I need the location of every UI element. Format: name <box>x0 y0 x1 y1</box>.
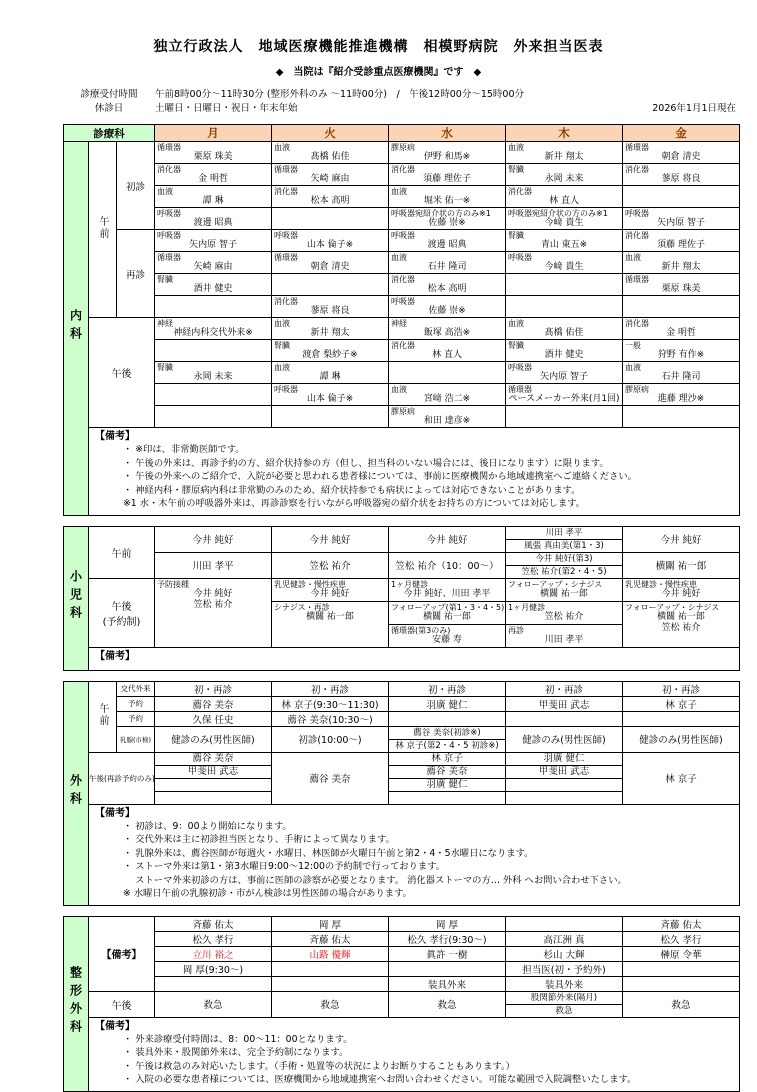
as-of-date: 2026年1月1日現在 <box>652 103 736 114</box>
schedule-cell: 健診のみ(男性医師) <box>623 726 740 752</box>
table-row <box>64 991 740 1017</box>
table-row <box>64 274 740 296</box>
table-row <box>64 296 740 318</box>
schedule-cell: 呼吸器 矢内原 智子 <box>506 362 623 384</box>
schedule-cell: 消化器 林 直人 <box>506 186 623 208</box>
schedule-cell: 初・再診 <box>389 681 506 696</box>
schedule-cell: 救急 <box>155 991 272 1017</box>
schedule-cell: 再診 川田 孝平 <box>506 624 623 647</box>
dept-name-naika: 内科 <box>64 142 89 516</box>
dept-header: 診療科 <box>64 125 155 142</box>
table-row <box>64 711 740 726</box>
schedule-cell <box>155 142 272 164</box>
sub-label: 予約 <box>117 711 155 726</box>
table-row <box>64 552 740 578</box>
remarks-label: 【備考】 <box>95 650 135 662</box>
schedule-cell: 呼吸器宛紹介状の方のみ※1 今﨑 貴生 <box>506 208 623 230</box>
schedule-cell: 消化器 蓼原 将良 <box>623 164 740 186</box>
schedule-cell: 初診(10:00～) <box>272 726 389 752</box>
schedule-cell: 血液 譚 琳 <box>155 186 272 208</box>
schedule-cell: 神経 神経内科交代外来※ <box>155 318 272 340</box>
schedule-cell: 循環器 栗原 珠美 <box>623 274 740 296</box>
schedule-cell: 消化器 金 明哲 <box>155 164 272 186</box>
am-label: 午前 <box>89 526 155 578</box>
schedule-cell: 立川 裕之 <box>155 946 272 961</box>
sub-label: 予約 <box>117 696 155 711</box>
schedule-cell <box>623 976 740 991</box>
table-row <box>64 681 740 696</box>
schedule-cell: 股関節外来(隔月) 救急 <box>506 991 623 1017</box>
schedule-cell: 甲斐田 武志 <box>506 696 623 711</box>
schedule-cell: 呼吸器 今﨑 貴生 <box>506 252 623 274</box>
shonika-schedule-table <box>63 526 740 671</box>
schedule-cell: 循環器 矢崎 麻由 <box>272 164 389 186</box>
table-row <box>64 526 740 552</box>
schedule-cell: 今井 純好 <box>623 526 740 552</box>
schedule-cell <box>506 406 623 428</box>
schedule-cell <box>272 208 389 230</box>
reception-hours-row <box>63 88 740 102</box>
block-label: 【備考】 <box>89 916 155 991</box>
geka-remarks: 【備考】 ・ 初診は、9：00より開始になります。 ・ 交代外来は主に初診担当医となり、手術によって異なります。 ・ 乳腺外来は、薦谷医師が毎週火・水曜日、林医師が火曜日午前と第2・4・5水曜日になります。 ・ ストーマ外来は第1・第3水曜日9:00～12:00の予約制で行っております。 ストーマ外来初診の方は、事前に医師の診察が必要となります。 消化器ストーマの方… 外科 へお問い合わせ下さい。 ※ 水曜日午前の乳腺初診・市がん検診は男性医師の場合があります。 <box>89 804 740 905</box>
revisit-label: 再診 <box>117 230 155 318</box>
schedule-cell: 笠松 祐介 <box>272 552 389 578</box>
schedule-cell <box>623 296 740 318</box>
schedule-cell: 今井 純好 <box>272 526 389 552</box>
reception-info <box>63 88 740 116</box>
table-row <box>64 578 740 601</box>
pm-label: 午後(再診予約のみ) <box>89 752 155 804</box>
schedule-cell <box>623 186 740 208</box>
first-visit-label: 初診 <box>117 142 155 230</box>
schedule-cell: 今井 純好(第3) 笠松 祐介(第2・4・5) <box>506 552 623 578</box>
schedule-cell: 初・再診 <box>272 681 389 696</box>
schedule-cell: 腎臓 渡倉 梨紗子※ <box>272 340 389 362</box>
table-row <box>64 252 740 274</box>
schedule-cell: 呼吸器 山本 倫子※ <box>272 384 389 406</box>
table-row <box>64 142 740 164</box>
schedule-cell: 岡 厚 <box>272 916 389 931</box>
remarks-row <box>64 647 740 670</box>
table-row <box>64 340 740 362</box>
schedule-cell: 眞許 一樹 <box>389 946 506 961</box>
schedule-cell: 健診のみ(男性医師) <box>155 726 272 752</box>
schedule-cell: 循環器 朝倉 清史 <box>272 252 389 274</box>
seikei-schedule-table <box>63 916 740 1092</box>
schedule-cell <box>389 711 506 726</box>
schedule-cell: フォローアップ(第1・3・4・5) 横關 祐一郎 <box>389 601 506 624</box>
schedule-cell <box>272 961 389 976</box>
schedule-cell: 一般 狩野 有作※ <box>623 340 740 362</box>
schedule-cell: 装具外来 <box>506 976 623 991</box>
pm-label: 午後 (予約制) <box>89 578 155 647</box>
schedule-cell: 膠原病 伊野 和馬※ <box>389 142 506 164</box>
schedule-cell: 今井 純好 <box>389 526 506 552</box>
schedule-cell <box>155 406 272 428</box>
schedule-cell: 救急 <box>623 991 740 1017</box>
dept-name-geka: 外科 <box>64 681 89 905</box>
schedule-cell: 救急 <box>272 991 389 1017</box>
schedule-cell: 松久 孝行 <box>155 931 272 946</box>
day-header-wed: 水 <box>389 125 506 142</box>
schedule-cell: 1ヶ月健診 笠松 祐介 <box>506 601 623 624</box>
schedule-cell: 消化器 林 直人 <box>389 340 506 362</box>
schedule-cell: 1ヶ月健診 今井 純好、川田 孝平 <box>389 578 506 601</box>
schedule-cell: 血液 宮﨑 浩二※ <box>389 384 506 406</box>
schedule-cell: 腎臓 青山 東五※ <box>506 230 623 252</box>
document-title: 独立行政法人 地域医療機能推進機構 相模野病院 外来担当医表 <box>153 39 604 55</box>
schedule-cell: 今井 純好 <box>155 526 272 552</box>
schedule-cell <box>389 362 506 384</box>
table-row <box>64 931 740 946</box>
schedule-cell <box>155 976 272 991</box>
schedule-cell: 林 京子(9:30～11:30) <box>272 696 389 711</box>
schedule-cell: 消化器 須藤 理佐子 <box>623 230 740 252</box>
table-row <box>64 752 740 804</box>
geka-schedule-table <box>63 681 740 906</box>
schedule-cell: 松久 孝行 <box>623 931 740 946</box>
schedule-cell <box>155 296 272 318</box>
schedule-cell: 膠原病 和田 達彦※ <box>389 406 506 428</box>
schedule-cell: 神経 飯塚 高浩※ <box>389 318 506 340</box>
schedule-cell: 血液 譚 琳 <box>272 362 389 384</box>
schedule-cell: 高江洲 真 <box>506 931 623 946</box>
document-subtitle: ◆ 当院は『紹介受診重点医療機関』です ◆ <box>275 67 482 78</box>
day-header-tue: 火 <box>272 125 389 142</box>
schedule-cell: 循環器 矢崎 麻由 <box>155 252 272 274</box>
schedule-cell: 久保 任史 <box>155 711 272 726</box>
schedule-cell: 呼吸器 渡邊 昭典 <box>155 208 272 230</box>
schedule-cell: 斉藤 佑太 <box>155 916 272 931</box>
schedule-cell: 羽廣 健仁 <box>389 696 506 711</box>
table-row <box>64 230 740 252</box>
schedule-cell: 山路 優輝 <box>272 946 389 961</box>
dept-name-shonika: 小児科 <box>64 526 89 670</box>
schedule-cell: 初・再診 <box>506 681 623 696</box>
schedule-cell: 血液 新井 翔太 <box>272 318 389 340</box>
schedule-cell: 腎臓 酒井 健史 <box>155 274 272 296</box>
schedule-cell: 岡 厚 <box>389 916 506 931</box>
schedule-cell: 斉藤 佑太 <box>623 916 740 931</box>
remarks-label: 【備考】 <box>95 431 135 442</box>
table-row <box>64 164 740 186</box>
naika-remarks: 【備考】 ・ ※印は、非常勤医師です。 ・ 午後の外来は、再診予約の方、紹介状持参の方（但し、担当科のいない場合には、後日になります）に限ります。 ・ 午後の外来へのご紹介で、入院が必要と思われる患者様については、事前に医療機関から地域連携室へご連絡ください。 ・ 神経内科・膠原病内科は非常勤のみのため、紹介状持参でも病状によっては対応できないことがあります。 ※1 水・木午前の呼吸器外来は、再診診察を行いながら呼吸器宛の紹介状をお持ちの方については対応します。 <box>89 428 740 516</box>
schedule-cell: 消化器 須藤 理佐子 <box>389 164 506 186</box>
schedule-cell: 岡 厚(9:30～) <box>155 961 272 976</box>
schedule-cell: 林 京子 薦谷 美奈 羽廣 健仁 <box>389 752 506 804</box>
schedule-cell: 薦谷 美奈(初診※) 林 京子(第2・4・5 初診※) <box>389 726 506 752</box>
schedule-cell: 消化器 松本 高明 <box>389 274 506 296</box>
schedule-cell: 循環器 ペースメーカー外来(月1回) <box>506 384 623 406</box>
schedule-cell: 初・再診 <box>623 681 740 696</box>
am-label: 午前 <box>89 681 117 752</box>
schedule-cell <box>272 406 389 428</box>
schedule-cell: 血液 新井 翔太 <box>506 142 623 164</box>
doctor-name: 栗原 珠美 <box>193 152 233 162</box>
schedule-cell: 消化器 金 明哲 <box>623 318 740 340</box>
reception-label: 診療受付時間 <box>80 89 138 100</box>
dept-name-seikei: 整形外科 <box>64 916 89 1091</box>
schedule-cell: 装具外来 <box>389 976 506 991</box>
table-row <box>64 946 740 961</box>
naika-schedule-table <box>63 124 740 516</box>
schedule-cell <box>506 274 623 296</box>
schedule-cell: 乳児健診・慢性疾患 今井 純好 <box>272 578 389 601</box>
schedule-cell: 川田 孝平 風張 真由美(第1・3) <box>506 526 623 552</box>
schedule-cell <box>506 711 623 726</box>
schedule-cell <box>155 384 272 406</box>
schedule-cell: 血液 堀米 佑一※ <box>389 186 506 208</box>
schedule-cell: シナジス・再診 横關 祐一郎 <box>272 601 389 647</box>
shonika-remarks <box>89 647 740 670</box>
remarks-label: 【備考】 <box>95 807 135 819</box>
schedule-cell: 呼吸器 山本 倫子※ <box>272 230 389 252</box>
schedule-cell: 林 京子 <box>623 752 740 804</box>
schedule-cell: 呼吸器宛紹介状の方のみ※1 佐藤 崇※ <box>389 208 506 230</box>
table-row <box>64 186 740 208</box>
schedule-cell: 呼吸器 佐藤 崇※ <box>389 296 506 318</box>
schedule-cell: 担当医(初・予約外) <box>506 961 623 976</box>
remarks-label: 【備考】 <box>95 1020 135 1032</box>
schedule-cell: 初・再診 <box>155 681 272 696</box>
table-row <box>64 696 740 711</box>
schedule-cell <box>272 976 389 991</box>
schedule-cell: 健診のみ(男性医師) <box>506 726 623 752</box>
schedule-cell: 横關 祐一郎 <box>623 552 740 578</box>
schedule-cell: 榊原 令華 <box>623 946 740 961</box>
schedule-cell <box>155 340 272 362</box>
day-header-row <box>64 125 740 142</box>
schedule-cell: 乳児健診・慢性疾患 今井 純好 <box>623 578 740 601</box>
schedule-cell <box>506 296 623 318</box>
schedule-cell <box>272 274 389 296</box>
schedule-cell: 血液 髙橋 佑佳 <box>272 142 389 164</box>
remarks-row <box>64 428 740 516</box>
table-row <box>64 976 740 991</box>
remarks-row <box>64 1017 740 1091</box>
schedule-cell <box>623 711 740 726</box>
schedule-cell: 腎臓 酒井 健史 <box>506 340 623 362</box>
schedule-cell: 膠原病 進藤 理沙※ <box>623 384 740 406</box>
schedule-cell: 呼吸器 矢内原 智子 <box>155 230 272 252</box>
schedule-cell: 循環器 朝倉 清史 <box>623 142 740 164</box>
schedule-cell: 血液 石井 隆司 <box>623 362 740 384</box>
schedule-cell: 腎臓 永岡 未来 <box>155 362 272 384</box>
schedule-cell <box>389 961 506 976</box>
schedule-cell: 笠松 祐介（10：00～） <box>389 552 506 578</box>
schedule-cell: 消化器 松本 高明 <box>272 186 389 208</box>
schedule-cell: 呼吸器 矢内原 智子 <box>623 208 740 230</box>
table-row <box>64 362 740 384</box>
schedule-cell: 斉藤 佑太 <box>272 931 389 946</box>
table-row <box>64 318 740 340</box>
schedule-cell: 予防接種 今井 純好 笠松 祐介 <box>155 578 272 647</box>
closed-label: 休診日 <box>94 103 124 114</box>
schedule-cell: 薦谷 美奈 <box>155 696 272 711</box>
table-row <box>64 208 740 230</box>
pm-label: 午後 <box>89 318 155 428</box>
schedule-cell <box>623 961 740 976</box>
reception-hours: 午前8時00分～11時30分 (整形外科のみ ～11時00分) / 午後12時00分～15時00分 <box>155 89 524 100</box>
schedule-cell: 薦谷 美奈 甲斐田 武志 <box>155 752 272 804</box>
schedule-cell <box>506 916 623 931</box>
table-row <box>64 406 740 428</box>
schedule-cell: 血液 石井 隆司 <box>389 252 506 274</box>
closed-days: 土曜日・日曜日・祝日・年末年始 <box>155 103 298 114</box>
schedule-cell: 循環器(第3のみ) 安藤 寿 <box>389 624 506 647</box>
day-header-thu: 木 <box>506 125 623 142</box>
table-row <box>64 726 740 752</box>
schedule-cell: 呼吸器 渡邊 昭典 <box>389 230 506 252</box>
schedule-cell: 松久 孝行(9:30～) <box>389 931 506 946</box>
schedule-cell: 薦谷 美奈(10:30～) <box>272 711 389 726</box>
schedule-cell: 救急 <box>389 991 506 1017</box>
schedule-cell: フォローアップ・シナジス 横關 祐一郎 <box>506 578 623 601</box>
am-label: 午前 <box>89 142 117 318</box>
sub-label: 乳腺(市検) <box>117 726 155 752</box>
closed-days-row <box>63 102 740 116</box>
schedule-cell: 川田 孝平 <box>155 552 272 578</box>
table-row <box>64 916 740 931</box>
day-header-mon: 月 <box>155 125 272 142</box>
sub-label: 交代外来 <box>117 681 155 696</box>
day-header-fri: 金 <box>623 125 740 142</box>
schedule-cell: 薦谷 美奈 <box>272 752 389 804</box>
dept-label: 循環器 <box>157 143 182 152</box>
pm-label: 午後 <box>89 991 155 1017</box>
table-row <box>64 961 740 976</box>
schedule-cell: 羽廣 健仁 甲斐田 武志 <box>506 752 623 804</box>
schedule-cell: 血液 新井 翔太 <box>623 252 740 274</box>
schedule-cell: フォローアップ・シナジス 横關 祐一郎 笠松 祐介 <box>623 601 740 647</box>
table-row <box>64 384 740 406</box>
schedule-cell: 血液 髙橋 佑佳 <box>506 318 623 340</box>
schedule-cell: 腎臓 永岡 未来 <box>506 164 623 186</box>
schedule-cell: 林 京子 <box>623 696 740 711</box>
seikei-remarks: 【備考】 ・ 外来診療受付時間は、8：00～11：00となります。 ・ 装具外来・股関節外来は、完全予約制になります。 ・ 午後は救急のみ対応いたします。（手術・処置等の状況によりお断りすることもあります。） ・ 入院の必要な患者様については、医療機関から地域連携室へお問い合わせください。可能な範囲で入院調整いたします。 <box>89 1017 740 1091</box>
remarks-row <box>64 804 740 905</box>
schedule-cell <box>623 406 740 428</box>
schedule-cell: 消化器 蓼原 将良 <box>272 296 389 318</box>
schedule-cell: 杉山 大輝 <box>506 946 623 961</box>
